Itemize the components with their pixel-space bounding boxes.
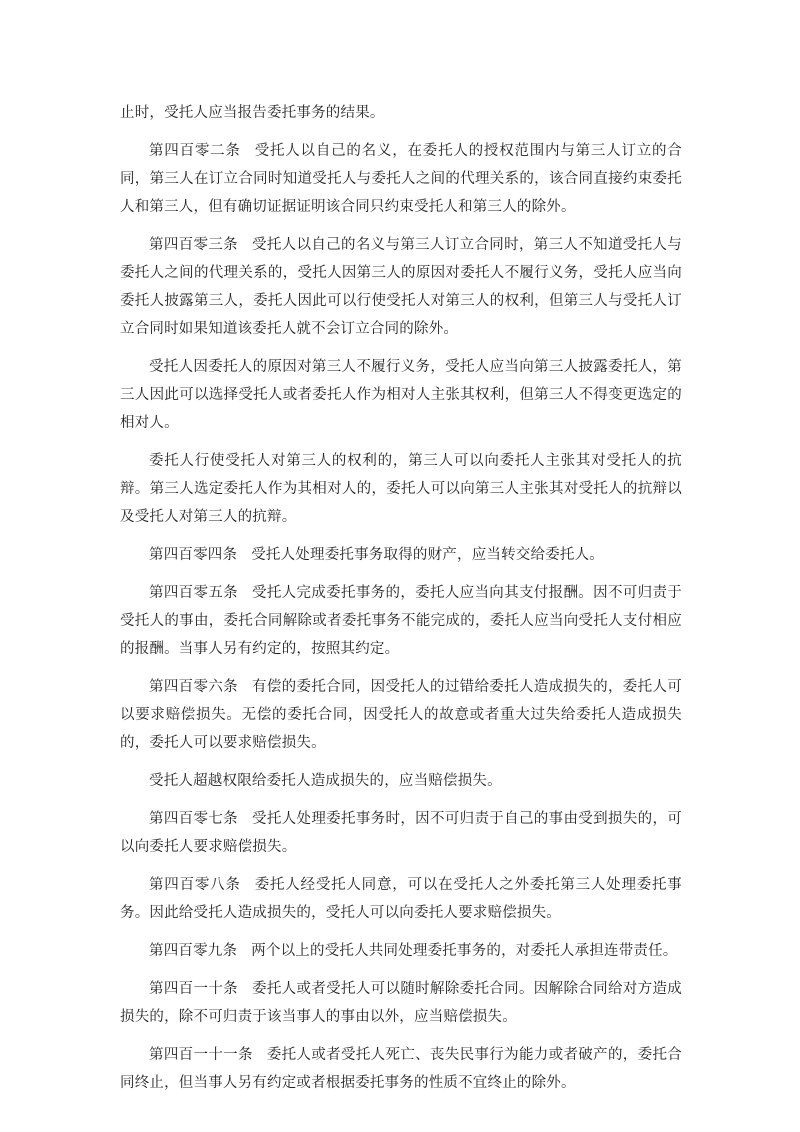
article-408 [120,871,682,927]
paragraph-text: 受托人完成委托事务的，委托人应当向其支付报酬。因不可归责于受托人的事由，委托合同解除或者委托事务不能完成的，委托人应当向受托人支付相应的报酬。当事人另有约定的，按照其约定。 [120,585,682,657]
article-404 [120,541,682,569]
paragraph-text: 受托人因委托人的原因对第三人不履行义务，受托人应当向第三人披露委托人，第三人因此可以选择受托人或者委托人作为相对人主张其权利，但第三人不得变更选定的相对人。 [120,359,682,431]
article-406 [120,673,682,757]
article-403 [120,231,682,343]
article-number: 第四百零六条 [149,679,238,695]
paragraph-text: 委托人行使受托人对第三人的权利的，第三人可以向委托人主张其对受托人的抗辩。第三人选定委托人作为其相对人的，委托人可以向第三人主张其对受托人的抗辩以及受托人对第三人的抗辩。 [120,453,682,525]
article-number: 第四百一十条 [149,981,238,997]
paragraph-text: 委托人或者受托人可以随时解除委托合同。因解除合同给对方造成损失的，除不可归责于该当事人的事由以外，应当赔偿损失。 [120,981,682,1025]
article-405 [120,579,682,663]
article-number: 第四百零九条 [149,943,238,959]
article-407 [120,805,682,861]
paragraph-text: 受托人以自己的名义与第三人订立合同时，第三人不知道受托人与委托人之间的代理关系的，受托人因第三人的原因对委托人不履行义务，受托人应当向委托人披露第三人，委托人因此可以行使受托人对第三人的权利，但第三人与受托人订立合同时如果知道该委托人就不会订立合同的除外。 [120,237,682,337]
paragraph-text: 两个以上的受托人共同处理委托事务的，对委托人承担连带责任。 [251,943,678,959]
article-number: 第四百一十一条 [149,1047,253,1063]
paragraph-text: 受托人以自己的名义，在委托人的授权范围内与第三人订立的合同，第三人在订立合同时知道受托人与委托人之间的代理关系的，该合同直接约束委托人和第三人，但有确切证据证明该合同只约束受托人和第三人的除外。 [120,143,682,215]
article-number: 第四百零三条 [149,237,238,253]
paragraph-text: 委托人或者受托人死亡、丧失民事行为能力或者破产的，委托合同终止，但当事人另有约定或者根据委托事务的性质不宜终止的除外。 [120,1047,682,1091]
paragraph-text: 受托人处理委托事务时，因不可归责于自己的事由受到损失的，可以向委托人要求赔偿损失。 [120,811,682,855]
paragraph-text: 受托人超越权限给委托人造成损失的，应当赔偿损失。 [149,773,502,789]
article-number: 第四百零八条 [149,877,241,893]
paragraph-continuation [120,99,682,127]
article-403-clause-3 [120,447,682,531]
article-number: 第四百零四条 [149,547,238,563]
paragraph-text: 委托人经受托人同意，可以在受托人之外委托第三人处理委托事务。因此给受托人造成损失的，受托人可以向委托人要求赔偿损失。 [120,877,682,921]
paragraph-text: 止时，受托人应当报告委托事务的结果。 [120,105,385,121]
article-406-clause-2 [120,767,682,795]
article-411 [120,1041,682,1097]
article-number: 第四百零二条 [149,143,241,159]
article-409 [120,937,682,965]
document-body [120,99,682,1107]
article-410 [120,975,682,1031]
paragraph-text: 有偿的委托合同，因受托人的过错给委托人造成损失的，委托人可以要求赔偿损失。无偿的委托合同，因受托人的故意或者重大过失给委托人造成损失的，委托人可以要求赔偿损失。 [120,679,682,751]
article-number: 第四百零七条 [149,811,238,827]
article-number: 第四百零五条 [149,585,238,601]
article-403-clause-2 [120,353,682,437]
article-402 [120,137,682,221]
paragraph-text: 受托人处理委托事务取得的财产，应当转交给委托人。 [251,547,605,563]
